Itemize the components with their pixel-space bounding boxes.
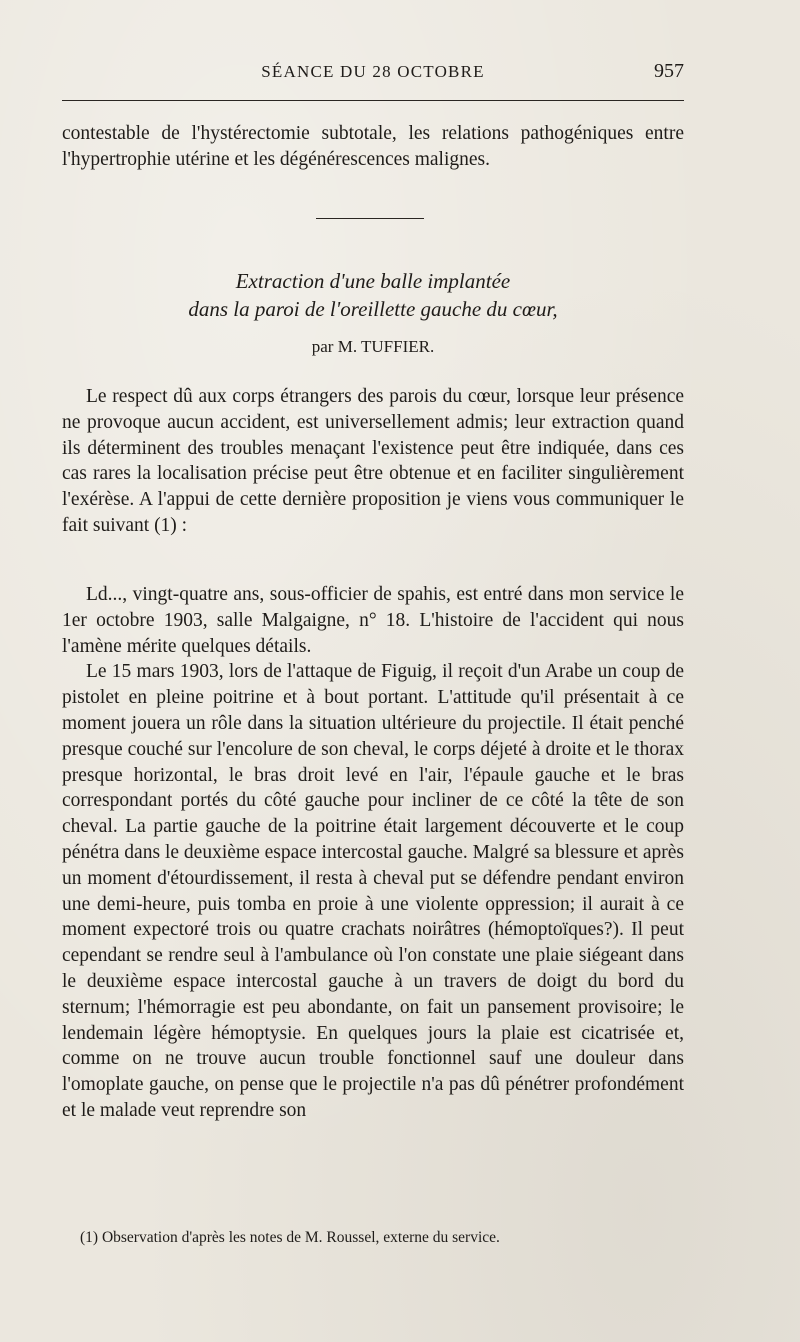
running-title: SÉANCE DU 28 OCTOBRE [261, 62, 485, 81]
article-body-case [62, 582, 684, 1124]
article-title-line-2: dans la paroi de l'oreillette gauche du cœur, [188, 297, 558, 321]
page-number: 957 [654, 60, 684, 82]
paragraph-1: Le respect dû aux corps étrangers des parois du cœur, lorsque leur présence ne provoque aucun accident, est universellement admis; leur extraction quand ils déterminent des troubles menaçant l'existence peut être indiquée, dans ces cas rares la localisation précise peut être obtenue et en faciliter singulièrement l'exérèse. A l'appui de cette dernière proposition je viens vous communiquer le fait suivant (1) : [62, 386, 684, 536]
paragraph-3: Le 15 mars 1903, lors de l'attaque de Figuig, il reçoit d'un Arabe un coup de pistolet en pleine poitrine et à bout portant. L'attitude qu'il présentait à ce moment jouera un rôle dans la situation ultérieure du projectile. Il était penché presque couché sur l'encolure de son cheval, le corps déjeté à droite et le thorax presque horizontal, le bras droit levé en l'air, l'épaule gauche et le bras correspondant portés du côté gauche pour incliner de ce côté la tête de son cheval. La partie gauche de la poitrine était largement découverte et le coup pénétra dans le deuxième espace intercostal gauche. Malgré sa blessure et après un moment d'étourdissement, il resta à cheval put se défendre pendant environ une demi-heure, puis tomba en proie à une violente oppression; il aurait à ce moment expectoré trois ou quatre crachats noirâtres (hémoptoïques?). Il peut cependant se rendre seul à l'ambulance où l'on constate une plaie siégeant dans le deuxième espace intercostal gauche à un travers de doigt du bord du sternum; l'hémorragie est peu abondante, on fait un pansement provisoire; le lendemain légère hémoptysie. En quelques jours la plaie est cicatrisée et, comme on ne trouve aucun trouble fonctionnel sauf une douleur dans l'omoplate gauche, on pense que le projectile n'a pas dû pénétrer profondément et le malade veut reprendre son [62, 661, 684, 1121]
article-byline: par M. TUFFIER. [311, 337, 435, 356]
header-rule [62, 100, 684, 101]
continued-paragraph [62, 121, 684, 173]
running-head [62, 60, 684, 86]
continued-text: contestable de l'hystérectomie subtotale, les relations pathogéniques entre l'hypertrophie utérine et les dégénérescences malignes. [62, 123, 684, 170]
article-body-intro [62, 384, 684, 539]
footnote: (1) Observation d'après les notes de M. Roussel, externe du service. [80, 1229, 500, 1246]
section-separator [316, 218, 424, 219]
paragraph-2: Ld..., vingt-quatre ans, sous-officier de spahis, est entré dans mon service le 1er octobre 1903, salle Malgaigne, n° 18. L'histoire de l'accident qui nous l'amène mérite quelques détails. [62, 584, 684, 657]
article-title-line-1: Extraction d'une balle implantée [235, 269, 511, 293]
article-title [62, 267, 684, 323]
